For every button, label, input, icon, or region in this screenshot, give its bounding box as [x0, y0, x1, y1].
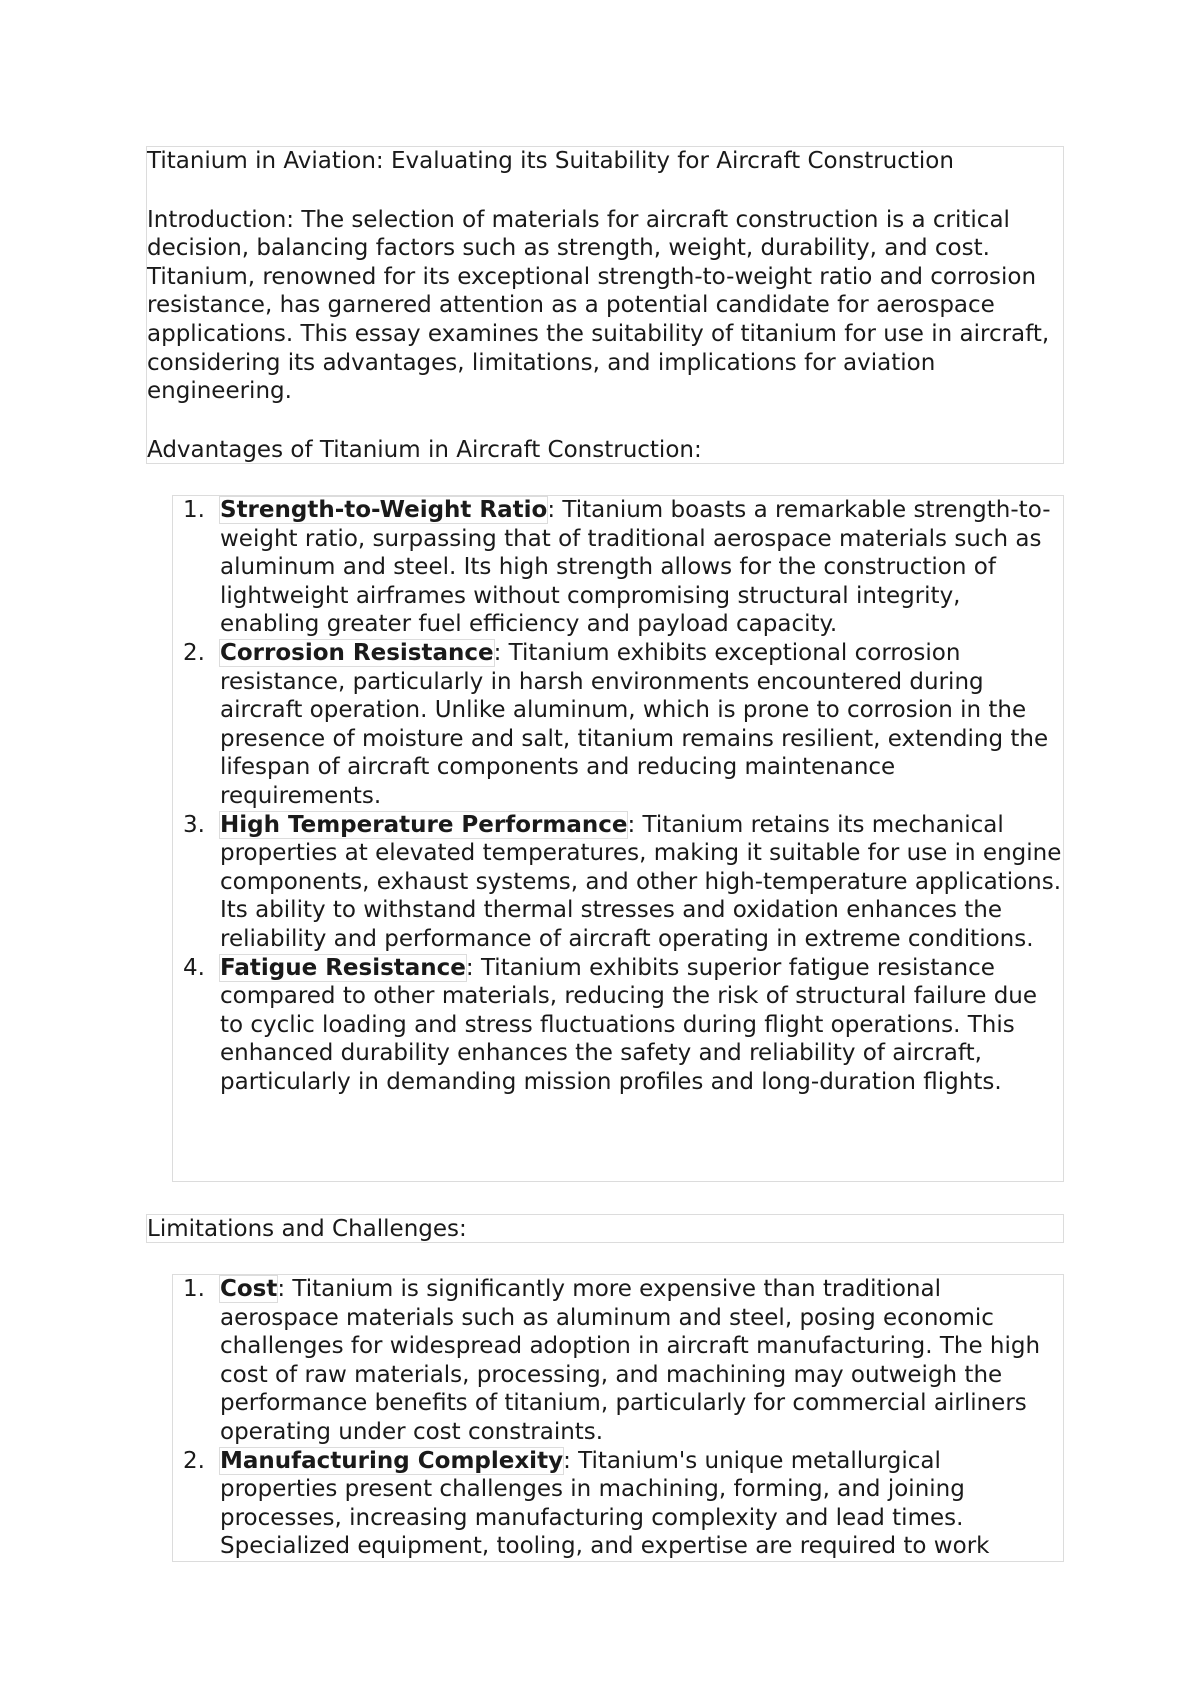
list-text: : Titanium exhibits superior fatigue resistance compared to other materials, reducing the risk of structural failure due to cyclic loading and stress fluctuations during flight operations. This enhanced durability enhances the safety and reliability of aircraft, particularly in demanding mission profiles and long-duration flights. [220, 954, 1038, 1095]
list-number: 3. [183, 811, 205, 838]
list-item [173, 639, 1063, 811]
introduction-paragraph: Introduction: The selection of materials for aircraft construction is a critical decision, balancing factors such as strength, weight, durability, and cost. Titanium, renowned for its exceptional strength-to-weight ratio and corrosion resistance, has garnered attention as a potential candidate for aerospace applications. This essay examines the suitability of titanium for use in aircraft, considering its advantages, limitations, and implications for aviation engineering. [147, 206, 1050, 405]
limitations-heading: Limitations and Challenges: [146, 1214, 1064, 1243]
intro-section [146, 146, 1064, 464]
limitations-list [172, 1274, 1064, 1562]
list-number: 1. [183, 497, 205, 523]
list-text: : Titanium boasts a remarkable strength-to-weight ratio, surpassing that of traditional aerospace materials such as aluminum and steel. Its high strength allows for the construction of lightweight airframes without compromising structural integrity, enabling greater fuel efficiency and payload capacity. [220, 497, 1051, 638]
advantages-heading: Advantages of Titanium in Aircraft Construction: [147, 436, 702, 463]
list-text: : Titanium exhibits exceptional corrosion resistance, particularly in harsh environments encountered during aircraft operation. Unlike aluminum, which is prone to corrosion in the presence of moisture and salt, titanium remains resilient, extending the lifespan of aircraft components and reducing maintenance requirements. [220, 639, 1049, 809]
list-item [173, 954, 1063, 1097]
list-term: Corrosion Resistance [220, 639, 494, 666]
list-number: 2. [183, 1447, 205, 1474]
list-term: Manufacturing Complexity [220, 1447, 564, 1474]
advantages-list [172, 495, 1064, 1182]
list-text: : Titanium's unique metallurgical properties present challenges in machining, forming, and joining processes, increasing manufacturing complexity and lead times. Specialized equipment, tooling, and expertise are required to work [220, 1447, 990, 1560]
list-number: 4. [183, 954, 205, 981]
list-term: High Temperature Performance [220, 811, 628, 838]
list-term: Cost [220, 1276, 278, 1302]
list-item [173, 811, 1063, 954]
list-text: : Titanium retains its mechanical properties at elevated temperatures, making it suitable for use in engine components, exhaust systems, and other high-temperature applications. Its ability to withstand thermal stresses and oxidation enhances the reliability and performance of aircraft operating in extreme conditions. [220, 811, 1062, 952]
list-number: 2. [183, 639, 205, 666]
list-number: 1. [183, 1276, 205, 1302]
document-title: Titanium in Aviation: Evaluating its Suitability for Aircraft Construction [147, 148, 954, 174]
spacer [147, 176, 1063, 206]
list-term: Strength-to-Weight Ratio [220, 497, 548, 523]
list-text: : Titanium is significantly more expensive than traditional aerospace materials such as aluminum and steel, posing economic challenges for widespread adoption in aircraft manufacturing. The high cost of raw materials, processing, and machining may outweigh the performance benefits of titanium, particularly for commercial airliners operating under cost constraints. [220, 1276, 1041, 1445]
list-item [173, 496, 1063, 639]
list-item [173, 1447, 1063, 1561]
spacer [147, 406, 1063, 436]
list-item [173, 1275, 1063, 1447]
list-term: Fatigue Resistance [220, 954, 466, 981]
